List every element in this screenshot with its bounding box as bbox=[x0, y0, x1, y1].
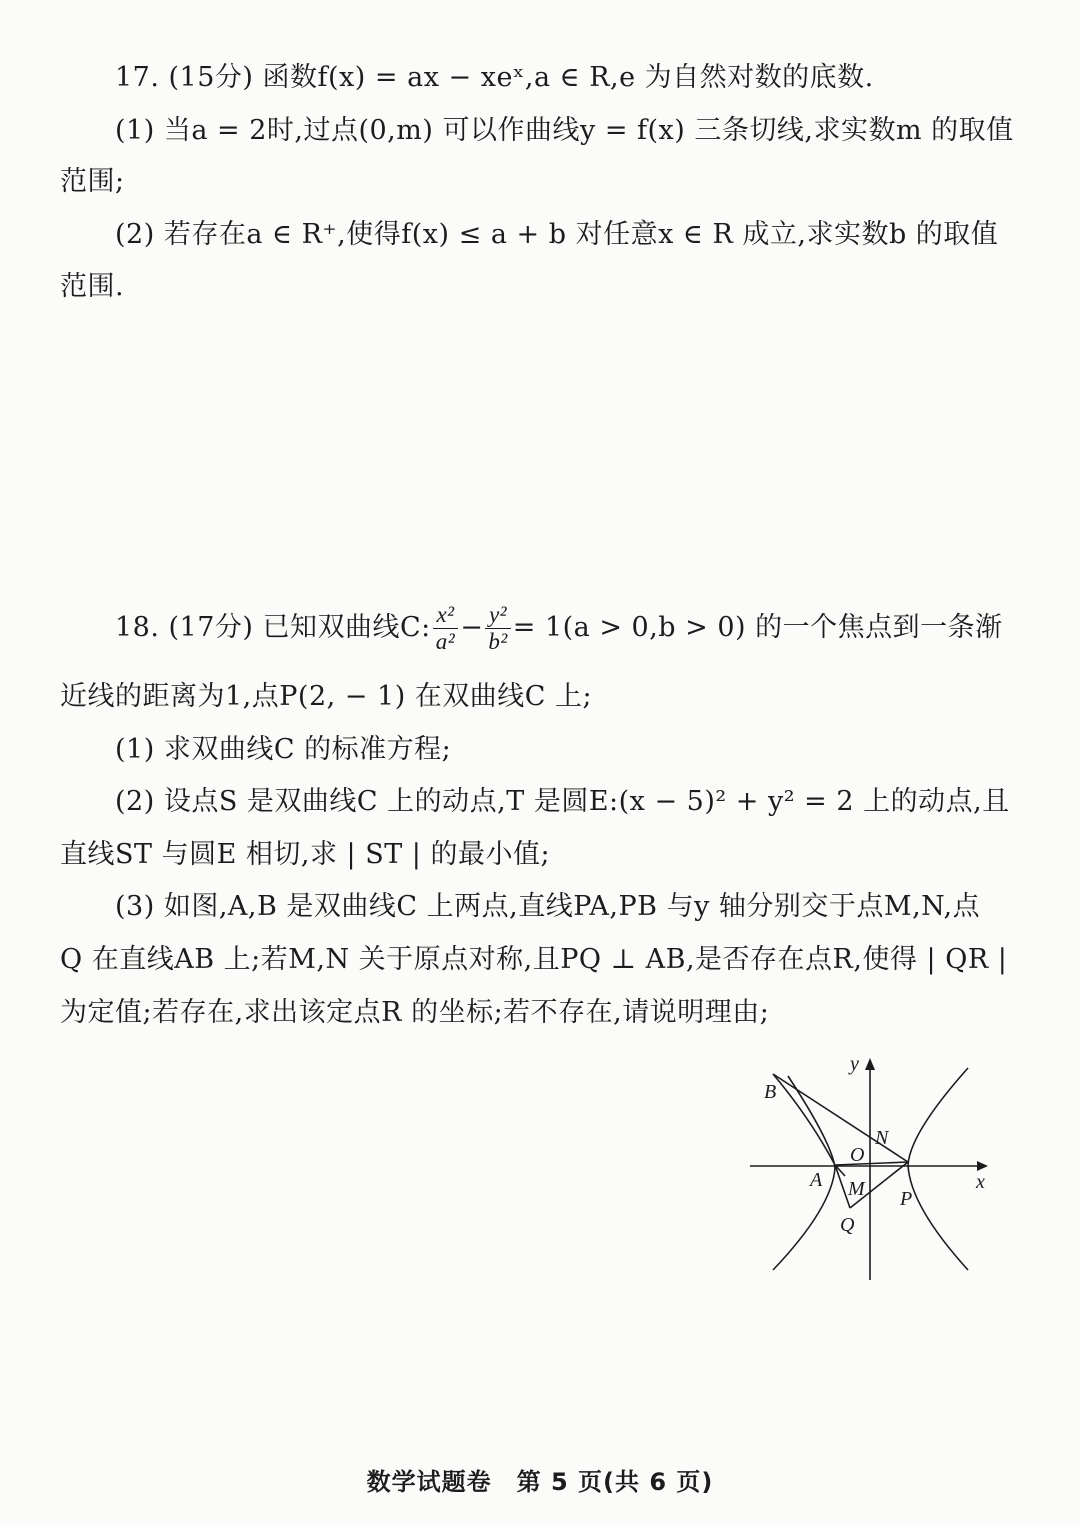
label-x: x bbox=[976, 1171, 985, 1193]
fraction-denominator: b² bbox=[488, 629, 508, 654]
q18-part3-line2: Q 在直线AB 上;若M,N 关于原点对称,且PQ ⊥ AB,是否存在点R,使得 | QR | bbox=[60, 944, 1008, 975]
q18-header-prefix: 18. (17分) 已知双曲线C: bbox=[115, 612, 431, 643]
fraction-numerator: x² bbox=[433, 602, 458, 629]
hyperbola-left-branch bbox=[773, 1076, 835, 1270]
label-P: P bbox=[900, 1188, 913, 1210]
q18-part2-line1: (2) 设点S 是双曲线C 上的动点,T 是圆E:(x − 5)² + y² = 2 上的动点,且 bbox=[115, 786, 1010, 817]
q18-line2: 近线的距离为1,点P(2, − 1) 在双曲线C 上; bbox=[60, 681, 593, 712]
label-A: A bbox=[810, 1169, 823, 1191]
q18-part3-line1: (3) 如图,A,B 是双曲线C 上两点,直线PA,PB 与y 轴分别交于点M,N,点 bbox=[115, 891, 981, 922]
x-axis-arrow bbox=[977, 1161, 988, 1171]
fraction-x2-a2 bbox=[433, 602, 458, 655]
label-N: N bbox=[875, 1127, 889, 1149]
q17-part1-line2: 范围; bbox=[60, 166, 125, 197]
fraction-denominator: a² bbox=[435, 629, 456, 654]
q17-part1-line1: (1) 当a = 2时,过点(0,m) 可以作曲线y = f(x) 三条切线,求实数m 的取值 bbox=[115, 115, 1014, 146]
label-M: M bbox=[848, 1178, 865, 1200]
fraction-y2-b2 bbox=[485, 602, 510, 655]
y-axis-arrow bbox=[865, 1058, 875, 1070]
line-AB bbox=[773, 1074, 835, 1165]
line-PA bbox=[835, 1162, 908, 1165]
page-footer: 数学试题卷 第 5 页(共 6 页) bbox=[366, 1468, 714, 1496]
hyperbola-figure bbox=[740, 1048, 1000, 1288]
label-O: O bbox=[850, 1144, 865, 1166]
label-B: B bbox=[764, 1081, 777, 1103]
q18-header bbox=[115, 598, 1003, 658]
label-y: y bbox=[850, 1053, 859, 1075]
q18-part2-line2: 直线ST 与圆E 相切,求 | ST | 的最小值; bbox=[60, 839, 551, 870]
hyperbola-right-branch bbox=[908, 1068, 968, 1270]
fraction-numerator: y² bbox=[485, 602, 510, 629]
q18-header-suffix: = 1(a > 0,b > 0) 的一个焦点到一条渐 bbox=[512, 612, 1003, 643]
minus-sign: − bbox=[460, 612, 484, 643]
q18-part3-line3: 为定值;若存在,求出该定点R 的坐标;若不存在,请说明理由; bbox=[60, 997, 770, 1028]
label-Q: Q bbox=[840, 1214, 855, 1236]
q17-part2-line1: (2) 若存在a ∈ R⁺,使得f(x) ≤ a + b 对任意x ∈ R 成立,求实数b 的取值 bbox=[115, 219, 999, 250]
q18-part1: (1) 求双曲线C 的标准方程; bbox=[115, 734, 452, 765]
q17-part2-line2: 范围. bbox=[60, 271, 125, 302]
q17-header: 17. (15分) 函数f(x) = ax − xeˣ,a ∈ R,e 为自然对数的底数. bbox=[115, 62, 874, 93]
